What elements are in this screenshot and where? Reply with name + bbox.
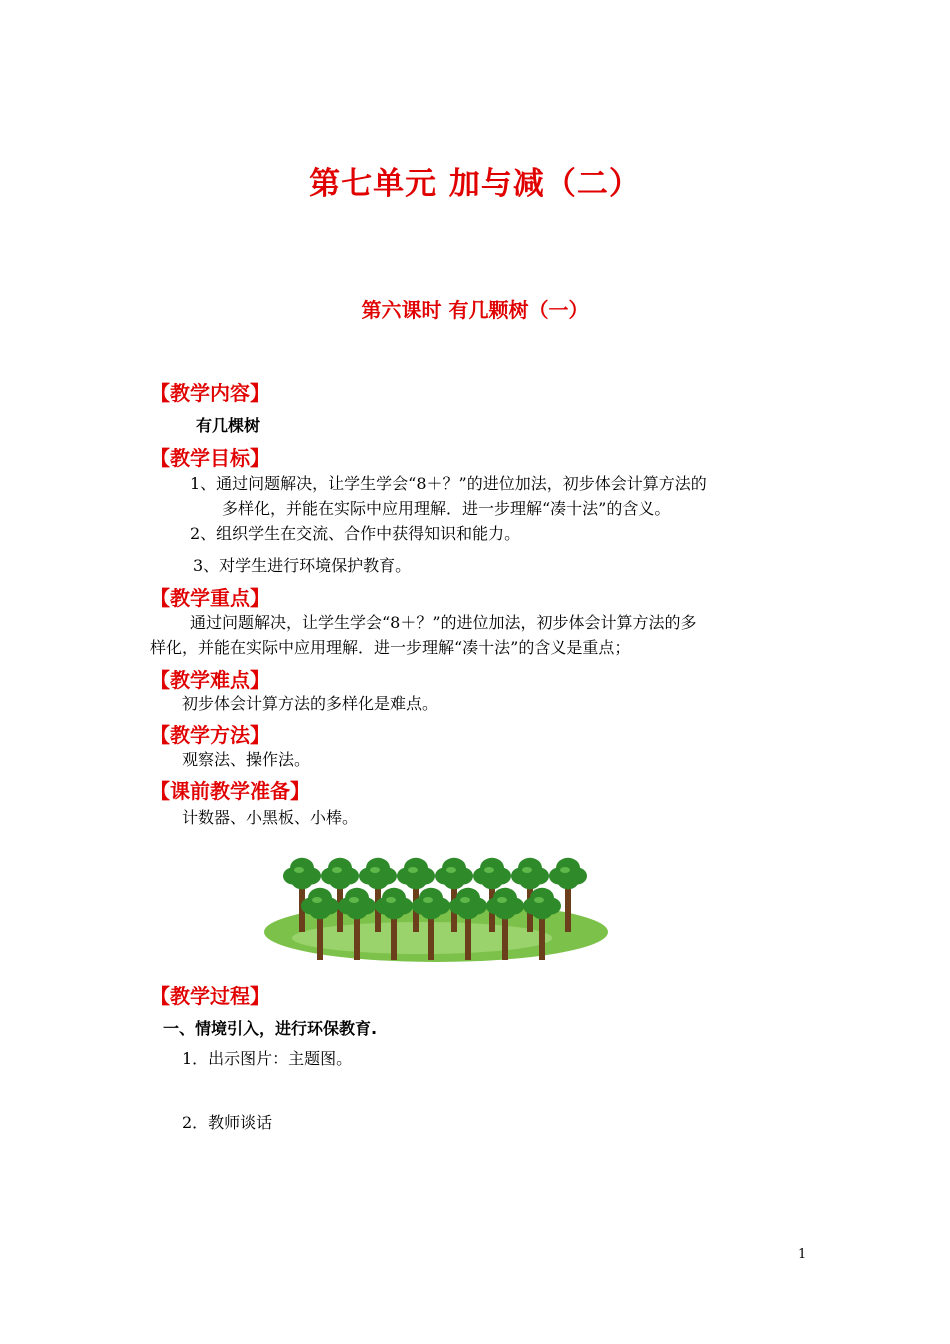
method-text: 观察法、操作法。	[182, 750, 311, 769]
lesson-subtitle: 第六课时 有几颗树（一）	[361, 298, 589, 322]
section-heading-prep: 【课前教学准备】	[150, 779, 310, 803]
process-step-1: 一、情境引入，进行环保教育.	[163, 1019, 378, 1038]
goal-line-2: 2、组织学生在交流、合作中获得知识和能力。	[190, 524, 521, 543]
trees-illustration	[262, 852, 610, 966]
content-text: 有几棵树	[196, 416, 261, 435]
section-heading-difficulty: 【教学难点】	[150, 668, 270, 692]
goal-line-1-continued: 多样化，并能在实际中应用理解．进一步理解“凑十法”的含义。	[222, 499, 671, 518]
section-heading-goals: 【教学目标】	[150, 446, 270, 470]
prep-text: 计数器、小黑板、小棒。	[182, 808, 359, 827]
page-title: 第七单元 加与减（二）	[309, 166, 641, 202]
section-heading-content: 【教学内容】	[150, 381, 270, 405]
section-heading-process: 【教学过程】	[150, 984, 270, 1008]
process-item-2: 2．教师谈话	[182, 1113, 273, 1132]
goal-line-1: 1、通过问题解决，让学生学会“8＋？”的进位加法，初步体会计算方法的	[190, 474, 707, 493]
difficulty-text: 初步体会计算方法的多样化是难点。	[182, 694, 439, 713]
page-number: 1	[798, 1247, 807, 1262]
section-heading-key: 【教学重点】	[150, 586, 270, 610]
key-line-2: 样化，并能在实际中应用理解．进一步理解“凑十法”的含义是重点；	[150, 638, 631, 657]
grass-highlight	[292, 922, 552, 954]
key-line-1: 通过问题解决，让学生学会“8＋？”的进位加法，初步体会计算方法的多	[190, 613, 697, 632]
process-item-1: 1．出示图片：主题图。	[182, 1049, 353, 1068]
section-heading-method: 【教学方法】	[150, 723, 270, 747]
goal-line-3: 3、对学生进行环境保护教育。	[193, 556, 412, 575]
